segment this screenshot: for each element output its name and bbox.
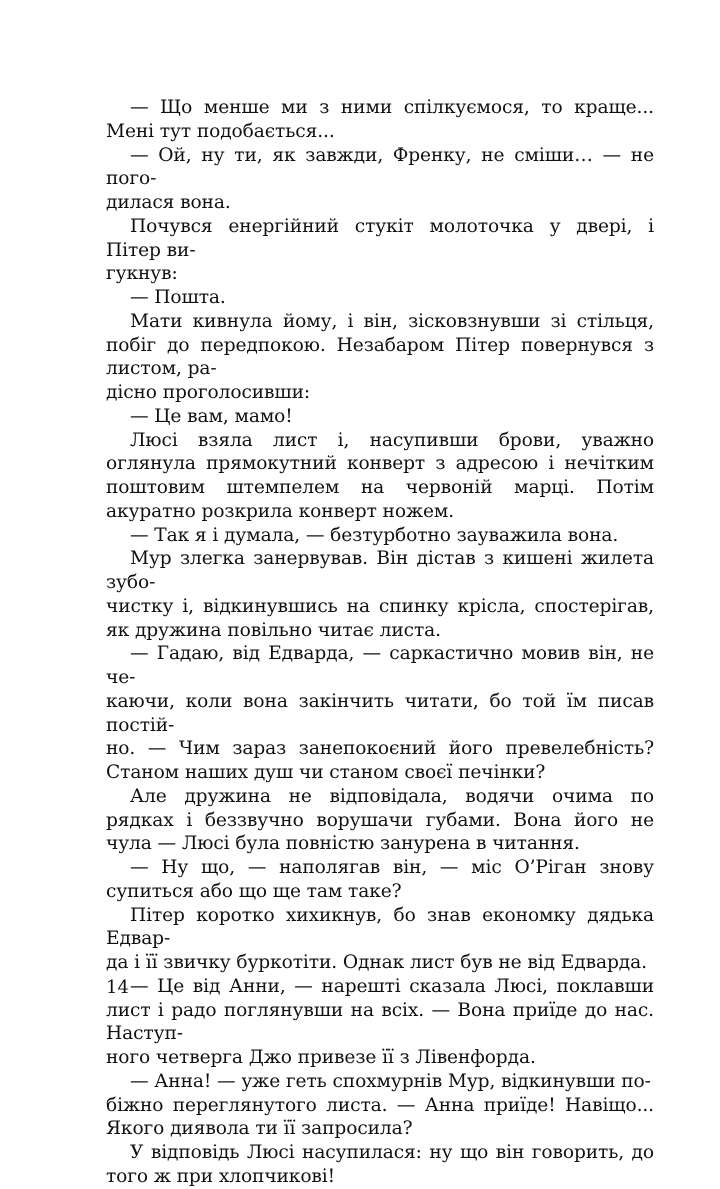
- paragraph-8: — Так я і думала, — безтурботно зауважила вона.: [130, 524, 619, 546]
- paragraph-16: У відповідь Люсі насупилася: ну що він говорить, до того ж при хлопчикові!: [106, 1142, 654, 1187]
- paragraph-13: Пітер коротко хихикнув, бо знав економку дядька Едвар- да і її звичку буркотіти. Однак лист був не від Едварда.: [106, 904, 654, 973]
- paragraph-15: — Анна! — уже геть спохмурнів Мур, відкинувши по- біжно переглянутого листа. — Анна приїде! Навіщо... Якого диявола ти її запросила?: [106, 1070, 654, 1140]
- paragraph-7: Люсі взяла лист і, насупивши брови, уважно оглянула прямокутний конверт з адресою і нечітким поштовим штемпелем на червоній марці. Потім акуратно розкрила конверт ножем.: [106, 429, 654, 522]
- paragraph-1: — Що менше ми з ними спілкуємося, то краще... Мені тут подобається...: [106, 97, 654, 142]
- paragraph-10: — Гадаю, від Едварда, — саркастично мовив він, не че- каючи, коли вона закінчить читати, бо той їм писав постій- но. — Чим зараз занепокоєний його превелебність? Станом наших душ чи станом своєї печінки?: [106, 643, 654, 783]
- paragraph-3: Почувся енергійний стукіт молоточка у двері, і Пітер ви- гукнув:: [106, 215, 654, 285]
- paragraph-9: Мур злегка занервував. Він дістав з кишені жилета зубо- чистку і, відкинувшись на спинку крісла, спостерігав, як дружина повільно читає листа.: [106, 548, 654, 641]
- paragraph-4: — Пошта.: [130, 287, 226, 308]
- page-number: 14: [106, 977, 129, 998]
- paragraph-2: — Ой, ну ти, як завжди, Френку, не сміши… — не пого- дилася вона.: [106, 144, 654, 213]
- paragraph-11: Але дружина не відповідала, водячи очима по рядках і беззвучно ворушачи губами. Вона його не чула — Люсі була повністю занурена в читання.: [106, 785, 654, 855]
- paragraph-6: — Це вам, мамо!: [130, 405, 293, 427]
- paragraph-14: — Це від Анни, — нарешті сказала Люсі, поклавши лист і радо поглянувши на всіх. — Вона приїде до нас. Наступ- ного четверга Джо привезе її з Лівенфорда.: [106, 975, 654, 1068]
- page-body: [106, 96, 654, 1189]
- paragraph-12: — Ну що, — наполягав він, — міс О’Ріган знову супиться або що ще там таке?: [106, 857, 654, 902]
- paragraph-5: Мати кивнула йому, і він, зісковзнувши зі стільця, побіг до передпокою. Незабаром Пітер повернувся з листом, ра- дісно проголосивши:: [106, 310, 654, 403]
